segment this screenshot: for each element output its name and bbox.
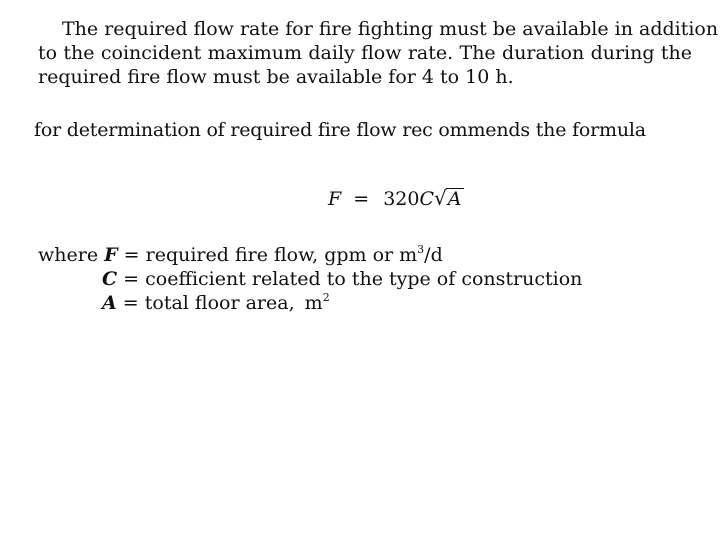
definition-f-variable: F	[104, 244, 118, 266]
definition-c-variable: C	[102, 268, 118, 290]
fire-flow-formula	[328, 185, 464, 212]
formula-radicand: A	[447, 188, 462, 210]
definition-f	[38, 243, 582, 267]
formula-c-variable: C	[419, 188, 435, 210]
formula-lhs-variable: F	[328, 188, 342, 210]
definition-f-unit-tail: /d	[424, 244, 443, 266]
fire-flow-paragraph	[38, 17, 719, 89]
where-label: where	[38, 244, 99, 266]
definition-c	[38, 267, 582, 291]
formula-intro-text: for determination of required fire flow rec ommends the formula	[34, 119, 646, 141]
definition-a-superscript: 2	[322, 291, 330, 304]
definition-a	[38, 291, 582, 315]
paragraph-line-2: to the coincident maximum daily flow rate. The duration during the	[38, 42, 692, 64]
definition-a-text: = total floor area,	[122, 292, 295, 314]
definition-f-superscript: 3	[417, 243, 425, 256]
definition-c-text: = coefficient related to the type of construction	[123, 268, 583, 290]
formula-equals-sign: =	[353, 188, 370, 210]
definition-a-variable: A	[102, 292, 117, 314]
definition-f-text: = required fire flow, gpm or m	[123, 244, 418, 266]
radical-sign-icon: √	[434, 186, 447, 210]
variable-definitions	[38, 243, 582, 315]
paragraph-line-1: The required flow rate for fire fighting must be available in addition	[62, 18, 719, 40]
paragraph-line-3: required fire flow must be available for 4 to 10 h.	[38, 66, 514, 88]
definition-a-unit: m	[304, 292, 323, 314]
formula-coefficient: 320	[383, 188, 420, 210]
square-root-symbol	[434, 185, 463, 212]
